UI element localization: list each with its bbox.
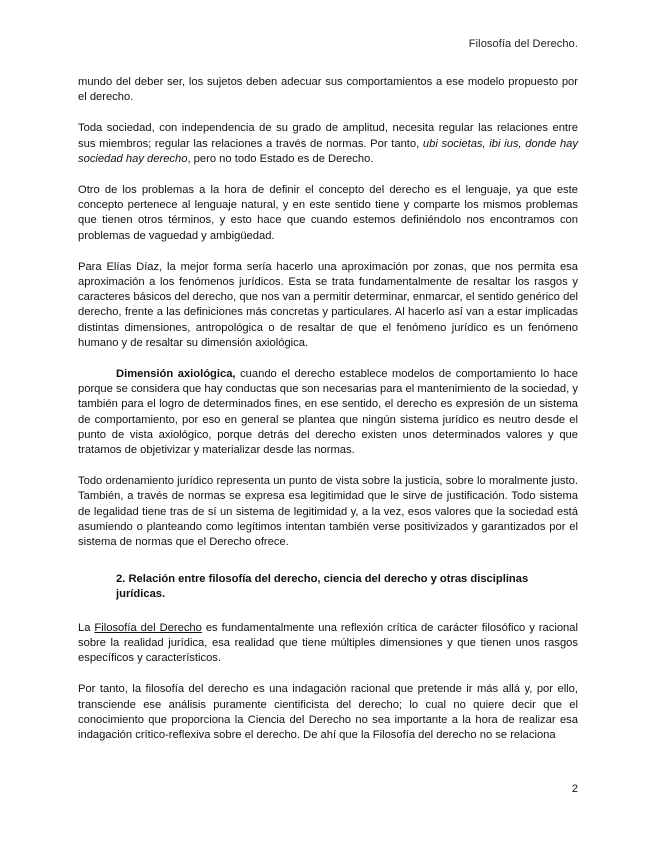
underlined-term: Filosofía del Derecho <box>94 621 202 634</box>
paragraph <box>78 121 578 167</box>
text-run: Toda sociedad, con independencia de su grado de amplitud, necesita regular las relaciones entre sus miembros; regular las relaciones a través de normas. Por tanto, <box>78 122 578 150</box>
text-run: , pero no todo Estado es de Derecho. <box>187 152 374 165</box>
paragraph: Todo ordenamiento jurídico representa un punto de vista sobre la justicia, sobre lo moralmente justo. También, a través de normas se expresa esa legitimidad que le sirve de justificación. Todo sistema de legalidad tiene tras de sí un sistema de legitimidad y, a la vez, esos valores que la sociedad está asumiendo o planteando como legítimos intentan también verse positivizados y garantizados por el sistema de normas que el Derecho ofrece. <box>78 475 578 549</box>
paragraph <box>78 367 578 458</box>
text-run: es fundamentalmente una reflexión crítica de carácter filosófico y racional sobre la realidad jurídica, esa realidad que tiene múltiples dimensiones y que tienen unos rasgos específicos y característicos. <box>78 621 578 665</box>
paragraph: mundo del deber ser, los sujetos deben adecuar sus comportamientos a ese modelo propuesto por el derecho. <box>78 76 578 104</box>
running-header: Filosofía del Derecho. <box>468 38 578 50</box>
paragraph: Para Elías Díaz, la mejor forma sería hacerlo una aproximación por zonas, que nos permita esa aproximación a los fenómenos jurídicos. Esta se trata fundamentalmente de resaltar los rasgos y caracteres básicos del derecho, que nos van a permitir determinar, enmarcar, el sentido genérico del derecho, frente a las definiciones más concretas y particulares. Al hacerlo así van a estar implicadas distintas dimensiones, antropológica o de resaltar de que el fenómeno jurídico es un fenómeno humano y de resaltar su dimensión axiológica. <box>78 260 578 349</box>
term-heading: Dimensión axiológica, <box>116 368 236 381</box>
document-body <box>78 75 578 759</box>
page-number: 2 <box>571 783 578 795</box>
text-run: La <box>78 621 95 634</box>
paragraph: Otro de los problemas a la hora de definir el concepto del derecho es el lenguaje, ya que este concepto pertenece al lenguaje natural, y en este sentido tiene y comparte los mismos problemas que tienen otros términos, y esto hace que cuando estemos definiéndolo nos encontramos con problemas de vaguedad y ambigüedad. <box>78 184 578 242</box>
paragraph: Por tanto, la filosofía del derecho es una indagación racional que pretende ir más allá y, por ello, transciende ese análisis puramente cientificista del derecho; lo cual no quiere decir que el conocimiento que proporciona la Ciencia del Derecho no sea importante a la hora de realizar esa indagación crítico-reflexiva sobre el derecho. De ahí que la Filosofía del derecho no se relaciona <box>78 683 578 741</box>
section-heading: 2. Relación entre filosofía del derecho, ciencia del derecho y otras disciplinas jurídicas. <box>116 573 529 601</box>
paragraph <box>78 621 578 667</box>
latin-phrase: ubi societas, ibi ius, donde hay sociedad hay derecho <box>78 137 578 165</box>
text-run: cuando el derecho establece modelos de comportamiento lo hace porque se considera que hay conductas que son necesarias para el mantenimiento de la sociedad, y también para el logro de determinados fines, en ese sentido, el derecho es expresión de un sistema de comportamiento, por eso en general se plantea que ningún sistema jurídico es neutro desde el punto de vista axiológico, porque detrás del derecho existen unos determinados valores y que tratamos de objetivizar y materializar desde las normas. <box>78 368 578 457</box>
